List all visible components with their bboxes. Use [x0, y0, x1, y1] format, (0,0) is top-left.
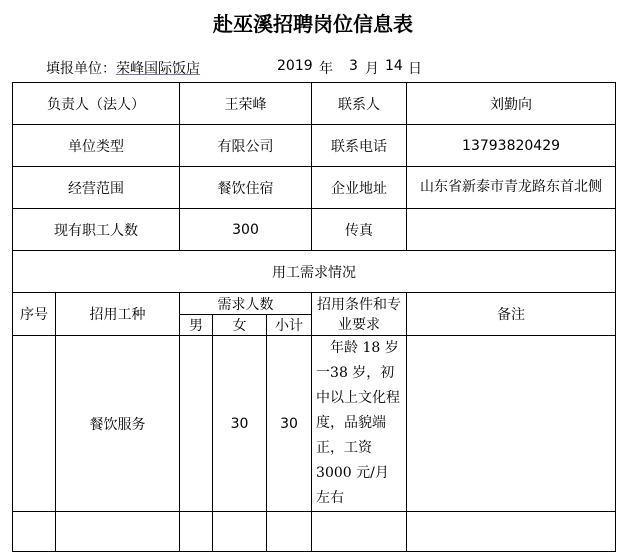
fax-value — [407, 209, 616, 251]
row-note — [407, 336, 616, 512]
date-month-unit: 月 — [365, 61, 379, 77]
scope-label: 经营范围 — [13, 167, 180, 209]
row-conditions — [312, 512, 407, 552]
address-label: 企业地址 — [312, 167, 407, 209]
col-header-male: 男 — [180, 315, 213, 336]
address-value: 山东省新泰市青龙路东首北侧 — [407, 167, 616, 209]
col-header-cond: 招用条件和专业要求 — [312, 293, 407, 336]
recruitment-table — [12, 82, 616, 552]
col-header-female: 女 — [213, 315, 267, 336]
staff-label: 现有职工人数 — [13, 209, 180, 251]
staff-value: 300 — [180, 209, 312, 251]
row-female — [213, 512, 267, 552]
contact-value: 刘勤向 — [407, 83, 616, 125]
row-type — [56, 512, 180, 552]
row-no — [13, 512, 56, 552]
fill-unit — [46, 58, 200, 78]
row-subtotal — [267, 512, 312, 552]
row-note — [407, 512, 616, 552]
col-header-note: 备注 — [407, 293, 616, 336]
fill-unit-label: 填报单位： — [46, 61, 116, 77]
rep-label: 负责人（法人） — [13, 83, 180, 125]
fill-unit-value: 荣峰国际饭店 — [116, 61, 200, 77]
date-year: 2019 — [277, 58, 313, 74]
col-header-count: 需求人数 — [180, 293, 312, 315]
row-no — [13, 336, 56, 512]
date-day: 14 — [385, 58, 403, 74]
rep-value: 王荣峰 — [180, 83, 312, 125]
row-type: 餐饮服务 — [56, 336, 180, 512]
scope-value: 餐饮住宿 — [180, 167, 312, 209]
row-conditions: 年龄 18 岁一38 岁，初中以上文化程度，品貌端正，工资 3000 元/月左右 — [312, 336, 407, 512]
contact-label: 联系人 — [312, 83, 407, 125]
type-label: 单位类型 — [13, 125, 180, 167]
phone-label: 联系电话 — [312, 125, 407, 167]
date-year-unit: 年 — [319, 61, 333, 77]
phone-value: 13793820429 — [407, 125, 616, 167]
row-subtotal: 30 — [267, 336, 312, 512]
row-male — [180, 336, 213, 512]
row-female: 30 — [213, 336, 267, 512]
date-day-unit: 日 — [408, 61, 422, 77]
col-header-no: 序号 — [13, 293, 56, 336]
demand-section-title: 用工需求情况 — [13, 251, 616, 293]
date-month: 3 — [349, 58, 358, 74]
row-male — [180, 512, 213, 552]
col-header-subtotal: 小计 — [267, 315, 312, 336]
type-value: 有限公司 — [180, 125, 312, 167]
col-header-type: 招用工种 — [56, 293, 180, 336]
fax-label: 传真 — [312, 209, 407, 251]
form-title: 赴巫溪招聘岗位信息表 — [213, 12, 413, 36]
